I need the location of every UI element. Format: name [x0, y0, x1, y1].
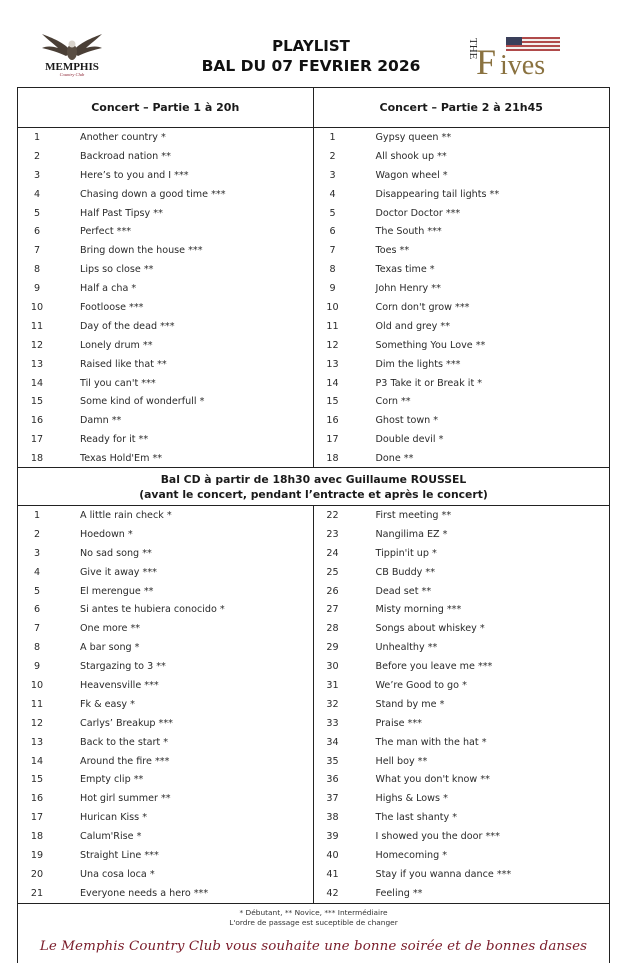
- song-number: 4: [33, 566, 41, 578]
- bal-cd-header: [18, 468, 609, 506]
- song-title: Carlys’ Breakup ***: [80, 717, 173, 729]
- song-number: 11: [326, 320, 339, 332]
- title-event-date: BAL DU 07 FEVRIER 2026: [201, 57, 421, 75]
- song-number: 11: [30, 320, 44, 332]
- song-number: 8: [33, 264, 41, 276]
- concert-header-row: [18, 88, 609, 128]
- song-row: [314, 714, 610, 733]
- song-title: Toes **: [375, 245, 410, 257]
- concert-part2-header: Concert – Partie 2 à 21h45: [379, 101, 543, 114]
- song-number: 15: [30, 396, 44, 408]
- song-number: 14: [30, 377, 44, 389]
- svg-text:MEMPHIS: MEMPHIS: [45, 61, 99, 73]
- song-row: [314, 808, 610, 827]
- song-number: 10: [30, 301, 44, 313]
- bal-cd-list-right: [314, 506, 610, 903]
- song-row: [314, 600, 610, 619]
- song-title: Doctor Doctor ***: [375, 207, 461, 219]
- song-title: El merengue **: [80, 585, 154, 597]
- song-number: 38: [326, 812, 339, 824]
- song-title: CB Buddy **: [375, 566, 435, 578]
- song-number: 37: [326, 793, 339, 805]
- song-row: [18, 506, 313, 525]
- song-row: [18, 298, 313, 317]
- song-title: Hurican Kiss *: [80, 812, 147, 824]
- song-title: Songs about whiskey *: [375, 623, 485, 635]
- song-row: [18, 714, 313, 733]
- song-number: 20: [30, 868, 44, 880]
- song-title: P3 Take it or Break it *: [375, 377, 483, 389]
- song-title: Hot girl summer **: [80, 793, 171, 805]
- song-title: I showed you the door ***: [375, 831, 500, 843]
- song-title: Back to the start *: [80, 736, 169, 748]
- song-number: 22: [326, 509, 339, 521]
- song-number: 13: [326, 358, 339, 370]
- song-row: [314, 582, 610, 601]
- song-title: Dim the lights ***: [375, 358, 461, 370]
- song-title: We’re Good to go *: [375, 679, 467, 691]
- song-number: 10: [30, 679, 44, 691]
- song-row: [18, 374, 313, 393]
- song-title: The man with the hat *: [375, 736, 487, 748]
- song-row: [314, 733, 610, 752]
- song-row: [18, 808, 313, 827]
- song-number: 33: [326, 717, 339, 729]
- song-row: [18, 260, 313, 279]
- song-title: Unhealthy **: [375, 642, 438, 654]
- song-number: 3: [33, 169, 41, 181]
- song-row: [314, 336, 610, 355]
- song-row: [314, 279, 610, 298]
- memphis-country-club-logo: [36, 30, 108, 78]
- song-title: Homecoming *: [375, 849, 448, 861]
- song-row: [314, 128, 610, 147]
- song-number: 32: [326, 698, 339, 710]
- song-title: A bar song *: [80, 642, 140, 654]
- song-row: [18, 582, 313, 601]
- song-number: 28: [326, 623, 339, 635]
- song-title: Texas Hold'Em **: [80, 453, 163, 465]
- song-title: Calum'Rise *: [80, 831, 142, 843]
- song-row: [18, 695, 313, 714]
- song-row: [18, 147, 313, 166]
- song-title: First meeting **: [375, 509, 452, 521]
- song-row: [314, 355, 610, 374]
- song-row: [314, 449, 610, 468]
- song-number: 26: [326, 585, 339, 597]
- song-number: 16: [30, 415, 44, 427]
- footer: [18, 904, 609, 954]
- song-row: [314, 619, 610, 638]
- song-title: Hoedown *: [80, 528, 133, 540]
- song-number: 25: [326, 566, 339, 578]
- song-title: Double devil *: [375, 434, 444, 446]
- song-number: 15: [30, 774, 44, 786]
- song-row: [18, 752, 313, 771]
- song-number: 7: [329, 245, 336, 257]
- song-title: Something You Love **: [375, 339, 486, 351]
- song-row: [18, 392, 313, 411]
- song-row: [18, 733, 313, 752]
- song-number: 40: [326, 849, 339, 861]
- song-title: Si antes te hubiera conocido *: [80, 604, 225, 616]
- svg-text:Country Club: Country Club: [59, 72, 85, 77]
- song-title: Una cosa loca *: [80, 868, 155, 880]
- song-number: 6: [329, 226, 336, 238]
- song-number: 8: [33, 642, 41, 654]
- song-number: 2: [33, 150, 41, 162]
- song-row: [314, 884, 610, 903]
- song-number: 10: [326, 301, 339, 313]
- song-number: 14: [30, 755, 44, 767]
- song-row: [18, 638, 313, 657]
- song-title: Wagon wheel *: [375, 169, 448, 181]
- song-title: Give it away ***: [80, 566, 157, 578]
- song-row: [18, 185, 313, 204]
- song-row: [314, 411, 610, 430]
- song-number: 9: [33, 283, 41, 295]
- song-row: [18, 411, 313, 430]
- song-number: 12: [30, 339, 44, 351]
- song-number: 24: [326, 547, 339, 559]
- song-number: 16: [30, 793, 44, 805]
- song-number: 27: [326, 604, 339, 616]
- song-number: 12: [30, 717, 44, 729]
- song-number: 29: [326, 642, 339, 654]
- song-title: Backroad nation **: [80, 150, 171, 162]
- song-title: Raised like that **: [80, 358, 167, 370]
- song-number: 31: [326, 679, 339, 691]
- playlist-table: [17, 87, 610, 963]
- song-row: [18, 884, 313, 903]
- svg-text:ives: ives: [500, 50, 546, 78]
- song-title: Dead set **: [375, 585, 432, 597]
- song-row: [18, 846, 313, 865]
- song-number: 7: [33, 245, 41, 257]
- song-number: 4: [33, 188, 41, 200]
- song-row: [314, 846, 610, 865]
- song-number: 3: [329, 169, 336, 181]
- song-number: 17: [30, 434, 44, 446]
- difficulty-legend: * Débutant, ** Novice, *** Intermédiaire: [239, 908, 388, 917]
- song-number: 7: [33, 623, 41, 635]
- song-title: Ghost town *: [375, 415, 439, 427]
- song-row: [18, 600, 313, 619]
- song-row: [18, 544, 313, 563]
- song-number: 13: [30, 358, 44, 370]
- song-title: Texas time *: [375, 264, 435, 276]
- song-title: Corn **: [375, 396, 411, 408]
- song-title: No sad song **: [80, 547, 152, 559]
- concert-rows: [18, 128, 609, 468]
- song-title: Ready for it **: [80, 434, 149, 446]
- song-number: 35: [326, 755, 339, 767]
- concert-part2-list: [314, 128, 610, 467]
- song-number: 9: [329, 283, 336, 295]
- song-row: [314, 392, 610, 411]
- song-title: Disappearing tail lights **: [375, 188, 500, 200]
- song-row: [18, 430, 313, 449]
- song-number: 14: [326, 377, 339, 389]
- song-number: 42: [326, 887, 339, 899]
- bal-cd-rows: [18, 506, 609, 904]
- song-title: Lonely drum **: [80, 339, 153, 351]
- song-row: [18, 317, 313, 336]
- song-row: [314, 657, 610, 676]
- song-row: [18, 355, 313, 374]
- song-title: Stargazing to 3 **: [80, 661, 166, 673]
- song-title: Everyone needs a hero ***: [80, 887, 209, 899]
- svg-text:F: F: [476, 42, 497, 78]
- song-row: [18, 525, 313, 544]
- song-row: [314, 166, 610, 185]
- song-title: Before you leave me ***: [375, 661, 493, 673]
- song-title: Lips so close **: [80, 264, 154, 276]
- song-number: 8: [329, 264, 336, 276]
- the-fives-logo: [460, 34, 564, 78]
- song-number: 17: [30, 812, 44, 824]
- song-title: Another country *: [80, 131, 166, 143]
- song-title: Here’s to you and I ***: [80, 169, 189, 181]
- song-title: Bring down the house ***: [80, 245, 203, 257]
- song-row: [18, 222, 313, 241]
- song-title: Highs & Lows *: [375, 793, 448, 805]
- song-number: 11: [30, 698, 44, 710]
- song-number: 2: [33, 528, 41, 540]
- song-number: 36: [326, 774, 339, 786]
- song-title: Perfect ***: [80, 226, 132, 238]
- song-number: 2: [329, 150, 336, 162]
- song-row: [314, 185, 610, 204]
- song-title: Day of the dead ***: [80, 320, 175, 332]
- song-row: [314, 241, 610, 260]
- song-number: 13: [30, 736, 44, 748]
- song-title: Footloose ***: [80, 301, 144, 313]
- song-number: 23: [326, 528, 339, 540]
- song-row: [314, 506, 610, 525]
- song-row: [18, 128, 313, 147]
- song-number: 18: [30, 453, 44, 465]
- song-number: 19: [30, 849, 44, 861]
- song-row: [314, 298, 610, 317]
- song-number: 1: [33, 509, 41, 521]
- song-row: [314, 525, 610, 544]
- song-number: 21: [30, 887, 44, 899]
- song-row: [314, 563, 610, 582]
- song-number: 1: [329, 131, 336, 143]
- song-title: Heavensville ***: [80, 679, 159, 691]
- song-row: [314, 204, 610, 223]
- song-row: [314, 752, 610, 771]
- song-row: [314, 827, 610, 846]
- song-title: Corn don't grow ***: [375, 301, 470, 313]
- song-row: [18, 657, 313, 676]
- song-row: [18, 166, 313, 185]
- bal-cd-subtitle: (avant le concert, pendant l’entracte et après le concert): [139, 488, 488, 501]
- song-number: 39: [326, 831, 339, 843]
- song-row: [18, 676, 313, 695]
- song-title: Damn **: [80, 415, 122, 427]
- song-title: Old and grey **: [375, 320, 451, 332]
- song-number: 5: [33, 207, 41, 219]
- song-number: 3: [33, 547, 41, 559]
- order-note: L'ordre de passage est suceptible de changer: [229, 918, 398, 927]
- concert-part1-header: Concert – Partie 1 à 20h: [18, 88, 314, 127]
- song-row: [314, 374, 610, 393]
- song-number: 9: [33, 661, 41, 673]
- song-row: [18, 279, 313, 298]
- song-number: 41: [326, 868, 339, 880]
- song-number: 15: [326, 396, 339, 408]
- song-row: [314, 676, 610, 695]
- song-row: [18, 827, 313, 846]
- song-row: [314, 865, 610, 884]
- song-row: [18, 865, 313, 884]
- song-row: [314, 430, 610, 449]
- song-number: 5: [33, 585, 41, 597]
- song-number: 30: [326, 661, 339, 673]
- song-row: [314, 147, 610, 166]
- song-row: [314, 544, 610, 563]
- song-row: [314, 789, 610, 808]
- song-title: John Henry **: [375, 283, 441, 295]
- song-number: 4: [329, 188, 336, 200]
- song-title: Straight Line ***: [80, 849, 159, 861]
- song-number: 12: [326, 339, 339, 351]
- concert-part1-list: [18, 128, 314, 467]
- song-number: 18: [326, 453, 339, 465]
- song-number: 6: [33, 604, 41, 616]
- title-playlist: PLAYLIST: [272, 37, 350, 55]
- bal-cd-list-left: [18, 506, 314, 903]
- song-row: [314, 317, 610, 336]
- song-number: 18: [30, 831, 44, 843]
- song-number: 17: [326, 434, 339, 446]
- song-row: [18, 204, 313, 223]
- song-title: Til you can't ***: [80, 377, 156, 389]
- song-title: What you don't know **: [375, 774, 490, 786]
- song-row: [18, 789, 313, 808]
- song-title: Misty morning ***: [375, 604, 462, 616]
- song-row: [18, 770, 313, 789]
- song-title: Nangilima EZ *: [375, 528, 448, 540]
- song-title: Tippin'it up *: [375, 547, 437, 559]
- song-number: 5: [329, 207, 336, 219]
- song-title: Fk & easy *: [80, 698, 135, 710]
- song-row: [18, 449, 313, 468]
- song-title: Around the fire ***: [80, 755, 170, 767]
- song-number: 34: [326, 736, 339, 748]
- song-row: [314, 638, 610, 657]
- song-title: Feeling **: [375, 887, 423, 899]
- song-title: One more **: [80, 623, 141, 635]
- page-title: [180, 37, 442, 77]
- song-number: 16: [326, 415, 339, 427]
- greeting-message: Le Memphis Country Club vous souhaite une bonne soirée et de bonnes danses: [39, 939, 588, 954]
- song-title: The South ***: [375, 226, 442, 238]
- song-title: Stay if you wanna dance ***: [375, 868, 512, 880]
- song-row: [18, 241, 313, 260]
- song-title: Stand by me *: [375, 698, 445, 710]
- song-title: Hell boy **: [375, 755, 428, 767]
- song-title: The last shanty *: [375, 812, 458, 824]
- song-row: [18, 336, 313, 355]
- song-title: Done **: [375, 453, 414, 465]
- svg-text:THE: THE: [467, 38, 479, 60]
- song-title: Praise ***: [375, 717, 422, 729]
- song-number: 1: [33, 131, 41, 143]
- song-row: [18, 563, 313, 582]
- song-row: [314, 222, 610, 241]
- song-row: [314, 770, 610, 789]
- song-title: Chasing down a good time ***: [80, 188, 226, 200]
- song-title: Some kind of wonderfull *: [80, 396, 205, 408]
- bal-cd-title: Bal CD à partir de 18h30 avec Guillaume ROUSSEL: [160, 473, 467, 486]
- song-title: Half Past Tipsy **: [80, 207, 163, 219]
- song-number: 6: [33, 226, 41, 238]
- song-title: Gypsy queen **: [375, 131, 452, 143]
- song-row: [314, 695, 610, 714]
- song-title: A little rain check *: [80, 509, 172, 521]
- song-title: Empty clip **: [80, 774, 144, 786]
- song-title: Half a cha *: [80, 283, 137, 295]
- song-row: [314, 260, 610, 279]
- song-title: All shook up **: [375, 150, 447, 162]
- song-row: [18, 619, 313, 638]
